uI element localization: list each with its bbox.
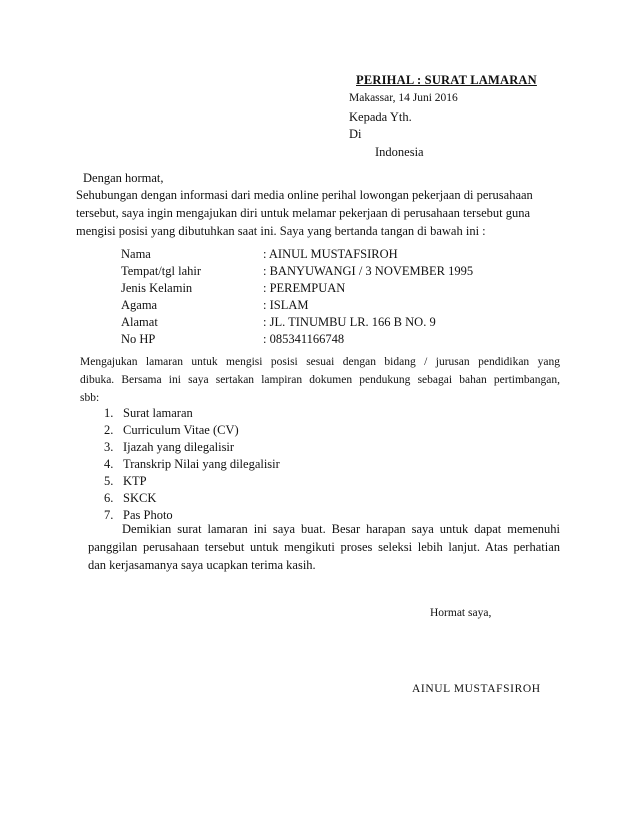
- closing-line: Demikian surat lamaran ini saya buat. Besar harapan saya untuk dapat memenuhi: [122, 522, 560, 536]
- identity-label: Jenis Kelamin: [121, 281, 193, 295]
- intro-line: mengisi posisi yang dibutuhkan saat ini. Saya yang bertanda tangan di bawah ini :: [76, 224, 486, 238]
- subject-line: PERIHAL : SURAT LAMARAN: [356, 73, 537, 87]
- application-line: Mengajukan lamaran untuk mengisi posisi sesuai dengan bidang / jurusan pendidikan yang: [80, 356, 560, 368]
- identity-label: Agama: [121, 298, 158, 312]
- identity-value: : AINUL MUSTAFSIROH: [263, 247, 398, 261]
- signoff: Hormat saya,: [430, 607, 492, 619]
- identity-label: Alamat: [121, 315, 158, 329]
- list-text: SKCK: [123, 491, 157, 505]
- identity-value: : JL. TINUMBU LR. 166 B NO. 9: [263, 315, 436, 329]
- recipient-at: Di: [349, 127, 362, 141]
- identity-row: [121, 331, 501, 348]
- identity-label: Nama: [121, 247, 151, 261]
- signature-name: AINUL MUSTAFSIROH: [412, 683, 541, 695]
- closing-line: dan kerjasamanya saya ucapkan terima kasih.: [88, 558, 316, 572]
- recipient-location: Indonesia: [375, 145, 424, 159]
- list-item: [104, 439, 404, 456]
- identity-row: [121, 314, 501, 331]
- closing-paragraph: [88, 520, 560, 574]
- identity-row: [121, 280, 501, 297]
- closing-line: panggilan perusahaan tersebut untuk mengikuti proses seleksi lebih lanjut. Atas perhatian: [88, 540, 560, 554]
- identity-row: [121, 297, 501, 314]
- list-item: [104, 490, 404, 507]
- list-number: 6.: [104, 491, 114, 505]
- list-text: Transkrip Nilai yang dilegalisir: [123, 457, 280, 471]
- intro-line: Sehubungan dengan informasi dari media online perihal lowongan pekerjaan di perusahaan: [76, 188, 533, 202]
- list-item: [104, 456, 404, 473]
- greeting: Dengan hormat,: [83, 171, 164, 185]
- list-text: Curriculum Vitae (CV): [123, 423, 239, 437]
- intro-paragraph: [76, 186, 556, 240]
- list-text: KTP: [123, 474, 147, 488]
- list-item: [104, 405, 404, 422]
- attachment-list: [104, 405, 404, 524]
- application-paragraph: [80, 353, 560, 407]
- identity-value: : 085341166748: [263, 332, 345, 346]
- identity-label: No HP: [121, 332, 156, 346]
- list-item: [104, 422, 404, 439]
- place-date: Makassar, 14 Juni 2016: [349, 92, 458, 104]
- list-text: Pas Photo: [123, 508, 173, 522]
- identity-label: Tempat/tgl lahir: [121, 264, 202, 278]
- intro-line: tersebut, saya ingin mengajukan diri untuk melamar pekerjaan di perusahaan tersebut guna: [76, 206, 531, 220]
- list-number: 4.: [104, 457, 114, 471]
- list-text: Ijazah yang dilegalisir: [123, 440, 235, 454]
- list-number: 2.: [104, 423, 114, 437]
- identity-row: [121, 246, 501, 263]
- application-line: sbb:: [80, 392, 100, 404]
- list-number: 7.: [104, 508, 114, 522]
- list-number: 5.: [104, 474, 114, 488]
- list-number: 3.: [104, 440, 114, 454]
- list-number: 1.: [104, 406, 114, 420]
- recipient-heading: Kepada Yth.: [349, 110, 412, 124]
- identity-value: : ISLAM: [263, 298, 309, 312]
- identity-value: : PEREMPUAN: [263, 281, 346, 295]
- list-item: [104, 473, 404, 490]
- application-line: dibuka. Bersama ini saya sertakan lampiran dokumen pendukung sebagai bahan pertimbangan,: [80, 374, 560, 386]
- identity-value: : BANYUWANGI / 3 NOVEMBER 1995: [263, 264, 474, 278]
- identity-row: [121, 263, 501, 280]
- list-text: Surat lamaran: [123, 406, 193, 420]
